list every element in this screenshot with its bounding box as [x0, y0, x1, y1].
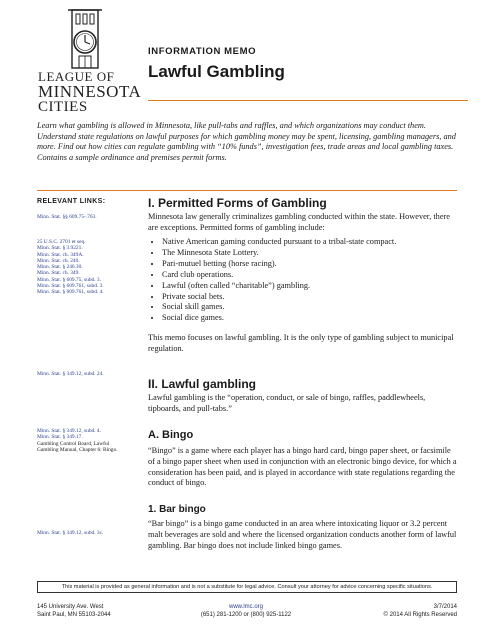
- intro-divider: [37, 190, 457, 191]
- permitted-forms-list: [148, 237, 472, 324]
- address-line-1: 145 University Ave. West: [37, 604, 104, 610]
- statute-link[interactable]: Minn. Stat. ch. 240.: [37, 257, 80, 264]
- memo-type-label: INFORMATION MEMO: [148, 46, 257, 57]
- footer-date: [340, 604, 457, 619]
- statute-link[interactable]: Minn. Stat. § 349.12, subd. 3c.: [37, 530, 104, 536]
- list-item: • Social skill games.: [162, 302, 472, 313]
- statute-link[interactable]: Minn. Stat. § 349.12, subd. 24.: [37, 371, 104, 377]
- logo-line-3: CITIES: [38, 99, 88, 115]
- header-divider: [148, 100, 468, 101]
- footer-contact: [176, 604, 316, 619]
- page-title: Lawful Gambling: [148, 62, 285, 81]
- list-item: • Social dice games.: [162, 313, 472, 324]
- logo-line-2: MINNESOTA: [38, 82, 142, 101]
- logo-line-1: LEAGUE OF: [38, 69, 115, 84]
- footer-address: [37, 604, 111, 619]
- list-item: • Card club operations.: [162, 270, 472, 281]
- section-paragraph: “Bingo” is a game where each player has a bingo hard card, bingo paper sheet, or facsimile of a bingo paper sheet when used in conjunction with an electronic bingo device, for which a consideration has been paid, and is played in accordance with state regulations regarding the conduct of bingo.: [148, 446, 457, 488]
- list-item: • Lawful (often called “charitable”) gambling.: [162, 281, 472, 292]
- relevant-links-group-2: [37, 239, 129, 296]
- clock-tower-icon: [38, 6, 132, 70]
- section-heading-lawful-gambling: II. Lawful gambling: [148, 377, 256, 391]
- memo-date: 3/7/2014: [433, 604, 457, 610]
- relevant-links-group-5: [37, 530, 129, 536]
- statute-link[interactable]: Minn. Stat. § 609.75, subd. 3.: [37, 276, 101, 283]
- list-item: • Private social bets.: [162, 292, 472, 303]
- section-paragraph: “Bar bingo” is a bingo game conducted in an area where intoxicating liquor or 3.2 percent malt beverages are sold and where the licensed organization conducts another form of lawful gambling. Bar bingo does not include linked bingo games.: [148, 519, 457, 550]
- phone-numbers: (651) 281-1200 or (800) 925-1122: [200, 611, 292, 618]
- intro-summary: Learn what gambling is allowed in Minnesota, like pull-tabs and raffles, and which organizations may conduct them. Understand state regulations on lawful purposes for which gambling money may be spent, licensing, gambling managers, and more. Find out how cities can regulate gambling with “10% funds”, investigation fees, trade areas and local gambling taxes. Contains a sample ordinance and premises permit forms.: [37, 121, 456, 162]
- subsection-heading-bingo: A. Bingo: [148, 429, 194, 441]
- website-link[interactable]: www.lmc.org: [228, 604, 263, 610]
- relevant-links-heading: RELEVANT LINKS:: [37, 198, 106, 205]
- statute-link[interactable]: Minn. Stat. § 240.30.: [37, 264, 83, 271]
- copyright: © 2014 All Rights Reserved: [383, 611, 457, 618]
- relevant-links-group-4: [37, 428, 129, 453]
- statute-link[interactable]: Minn. Stat. § 609.761, subd. 4.: [37, 289, 104, 296]
- statute-link[interactable]: Minn. Stat. ch. 349.: [37, 270, 80, 277]
- section-paragraph: Minnesota law generally criminalizes gambling conducted within the state. However, there are exceptions. Permitted forms of gambling include:: [148, 212, 450, 232]
- address-line-2: Saint Paul, MN 55103-2044: [37, 611, 111, 618]
- league-logo: [38, 6, 142, 115]
- statute-link[interactable]: Minn. Stat. § 3.9221.: [37, 245, 83, 252]
- relevant-links-group-3: [37, 371, 129, 377]
- statute-link[interactable]: 25 U.S.C. 2701 et seq.: [37, 239, 86, 245]
- list-item: • Pari-mutuel betting (horse racing).: [162, 259, 472, 270]
- list-item: • The Minnesota State Lottery.: [162, 248, 472, 259]
- statute-link[interactable]: Minn. Stat. § 349.12, subd. 4.: [37, 428, 101, 434]
- statute-link[interactable]: Minn. Stat. § 349.17.: [37, 434, 83, 441]
- relevant-links-group-1: [37, 214, 129, 220]
- subsection-heading-bar-bingo: 1. Bar bingo: [148, 504, 206, 515]
- section-paragraph: Lawful gambling is the “operation, conduct, or sale of bingo, raffles, paddlewheels, tipboards, and pull-tabs.”: [148, 393, 426, 413]
- legal-disclaimer: This material is provided as general information and is not a substitute for legal advice. Consult your attorney for advice concerning specific situations.: [37, 581, 457, 593]
- section-heading-permitted-forms: I. Permitted Forms of Gambling: [148, 196, 327, 210]
- statute-link[interactable]: Minn. Stat. § 609.761, subd. 3.: [37, 283, 104, 290]
- list-item: • Native American gaming conducted pursuant to a tribal-state compact.: [162, 237, 472, 248]
- statute-link[interactable]: Minn. Stat. §§ 609.75-.763.: [37, 214, 97, 220]
- manual-reference[interactable]: Gambling Control Board, Lawful Gambling Manual, Chapter 6: Bingo.: [37, 440, 118, 453]
- statute-link[interactable]: Minn. Stat. ch. 349A.: [37, 251, 84, 258]
- section-paragraph: This memo focuses on lawful gambling. It is the only type of gambling subject to municipal regulation.: [148, 333, 454, 353]
